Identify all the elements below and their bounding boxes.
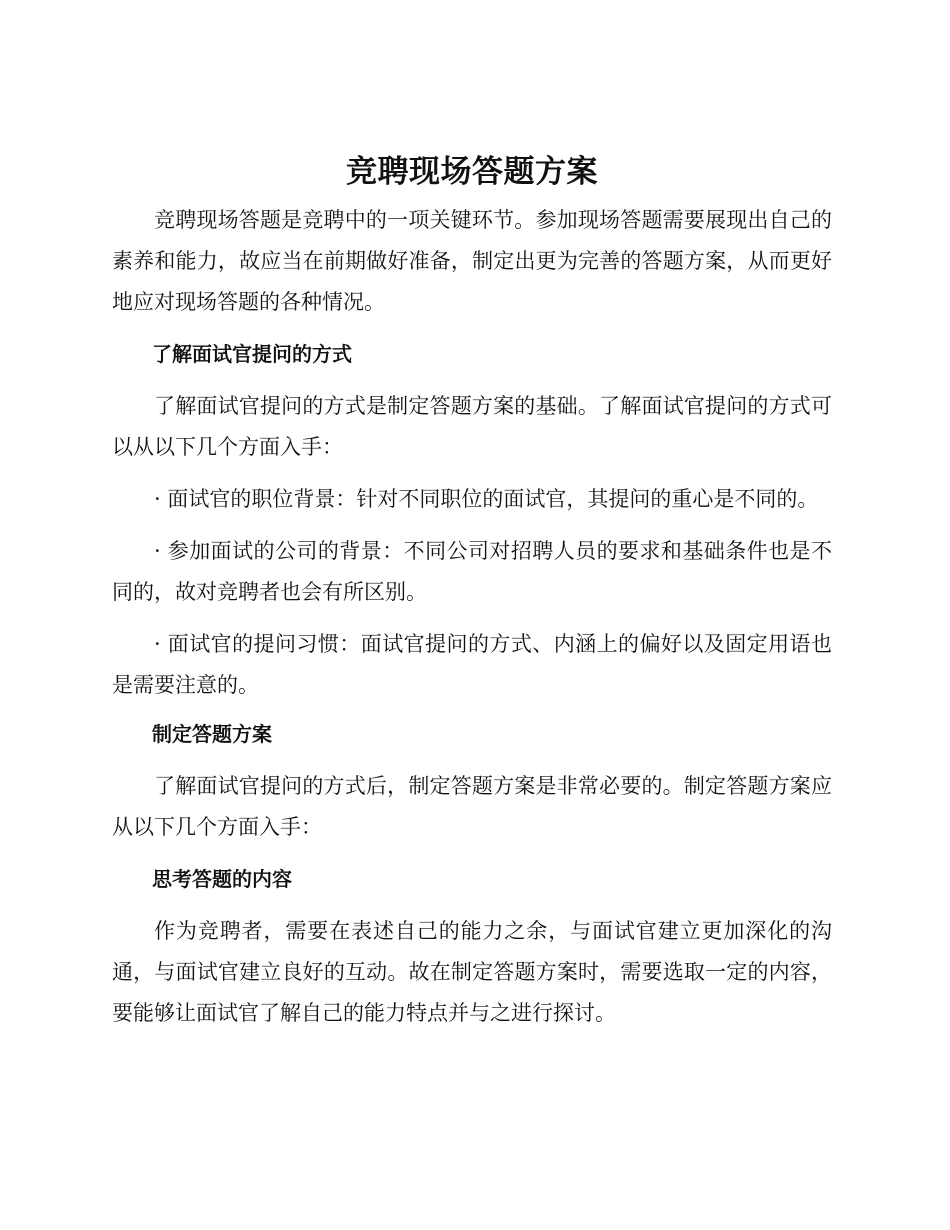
bullet-item: · 参加面试的公司的背景：不同公司对招聘人员的要求和基础条件也是不同的，故对竞聘者也会有所区别。 <box>112 539 832 604</box>
bullet-item: · 面试官的提问习惯：面试官提问的方式、内涵上的偏好以及固定用语也是需要注意的。 <box>112 632 832 697</box>
section-heading-answer-content: 思考答题的内容 <box>152 867 292 891</box>
section-heading-answer-plan: 制定答题方案 <box>152 722 272 746</box>
section2-paragraph: 了解面试官提问的方式后，制定答题方案是非常必要的。制定答题方案应从以下几个方面入手： <box>112 774 832 839</box>
document-title: 竞聘现场答题方案 <box>346 154 598 190</box>
section1-paragraph: 了解面试官提问的方式是制定答题方案的基础。了解面试官提问的方式可以从以下几个方面入手： <box>112 394 832 459</box>
section-heading-interviewer-questions: 了解面试官提问的方式 <box>152 342 352 366</box>
section3-paragraph: 作为竞聘者，需要在表述自己的能力之余，与面试官建立更加深化的沟通，与面试官建立良好的互动。故在制定答题方案时，需要选取一定的内容，要能够让面试官了解自己的能力特点并与之进行探讨。 <box>112 919 832 1025</box>
bullet-item: · 面试官的职位背景：针对不同职位的面试官，其提问的重心是不同的。 <box>154 487 819 511</box>
intro-paragraph: 竞聘现场答题是竞聘中的一项关键环节。参加现场答题需要展现出自己的素养和能力，故应当在前期做好准备，制定出更为完善的答题方案，从而更好地应对现场答题的各种情况。 <box>112 208 832 314</box>
document-page <box>112 150 832 1034</box>
